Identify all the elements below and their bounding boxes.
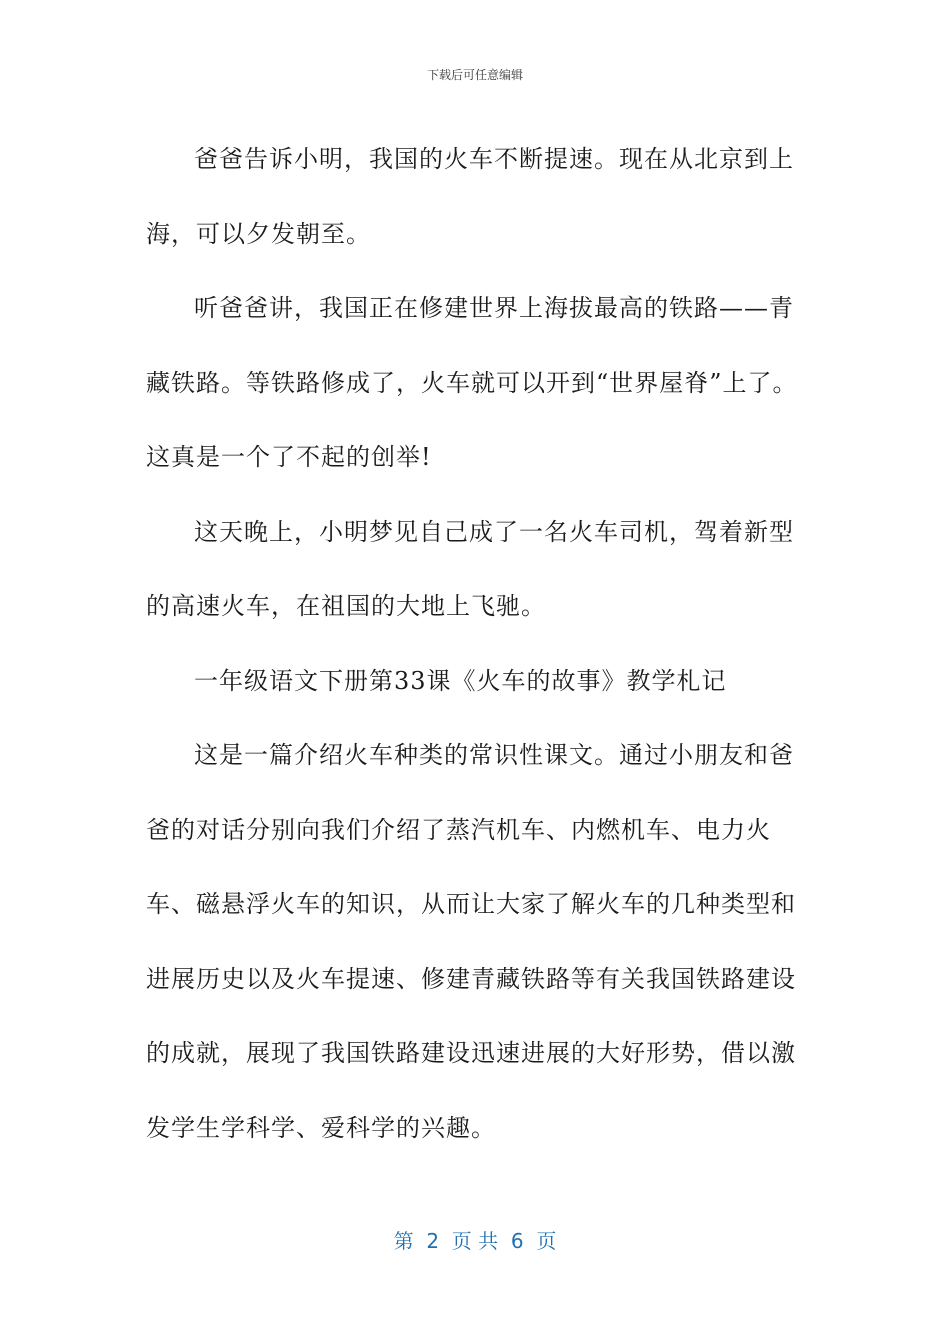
paragraph-2: 听爸爸讲，我国正在修建世界上海拔最高的铁路——青藏铁路。等铁路修成了，火车就可以开到“世界屋脊”上了。这真是一个了不起的创举! xyxy=(146,294,798,471)
section-heading: 一年级语文下册第33课《火车的故事》教学札记 xyxy=(194,666,727,695)
document-body xyxy=(146,122,816,1165)
paragraph-3: 这天晚上，小明梦见自己成了一名火车司机，驾着新型的高速火车，在祖国的大地上飞驰。 xyxy=(146,517,794,620)
paragraph-1: 爸爸告诉小明，我国的火车不断提速。现在从北京到上海，可以夕发朝至。 xyxy=(146,145,794,248)
page-number: 第 2 页 共 6 页 xyxy=(393,1229,557,1253)
paragraph-4: 这是一篇介绍火车种类的常识性课文。通过小朋友和爸爸的对话分别向我们介绍了蒸汽机车、内燃机车、电力火车、磁悬浮火车的知识，从而让大家了解火车的几种类型和进展历史以及火车提速、修建青藏铁路等有关我国铁路建设的成就，展现了我国铁路建设迅速进展的大好形势，借以激发学生学科学、爱科学的兴趣。 xyxy=(146,741,796,1142)
header-note: 下载后可任意编辑 xyxy=(426,68,523,82)
